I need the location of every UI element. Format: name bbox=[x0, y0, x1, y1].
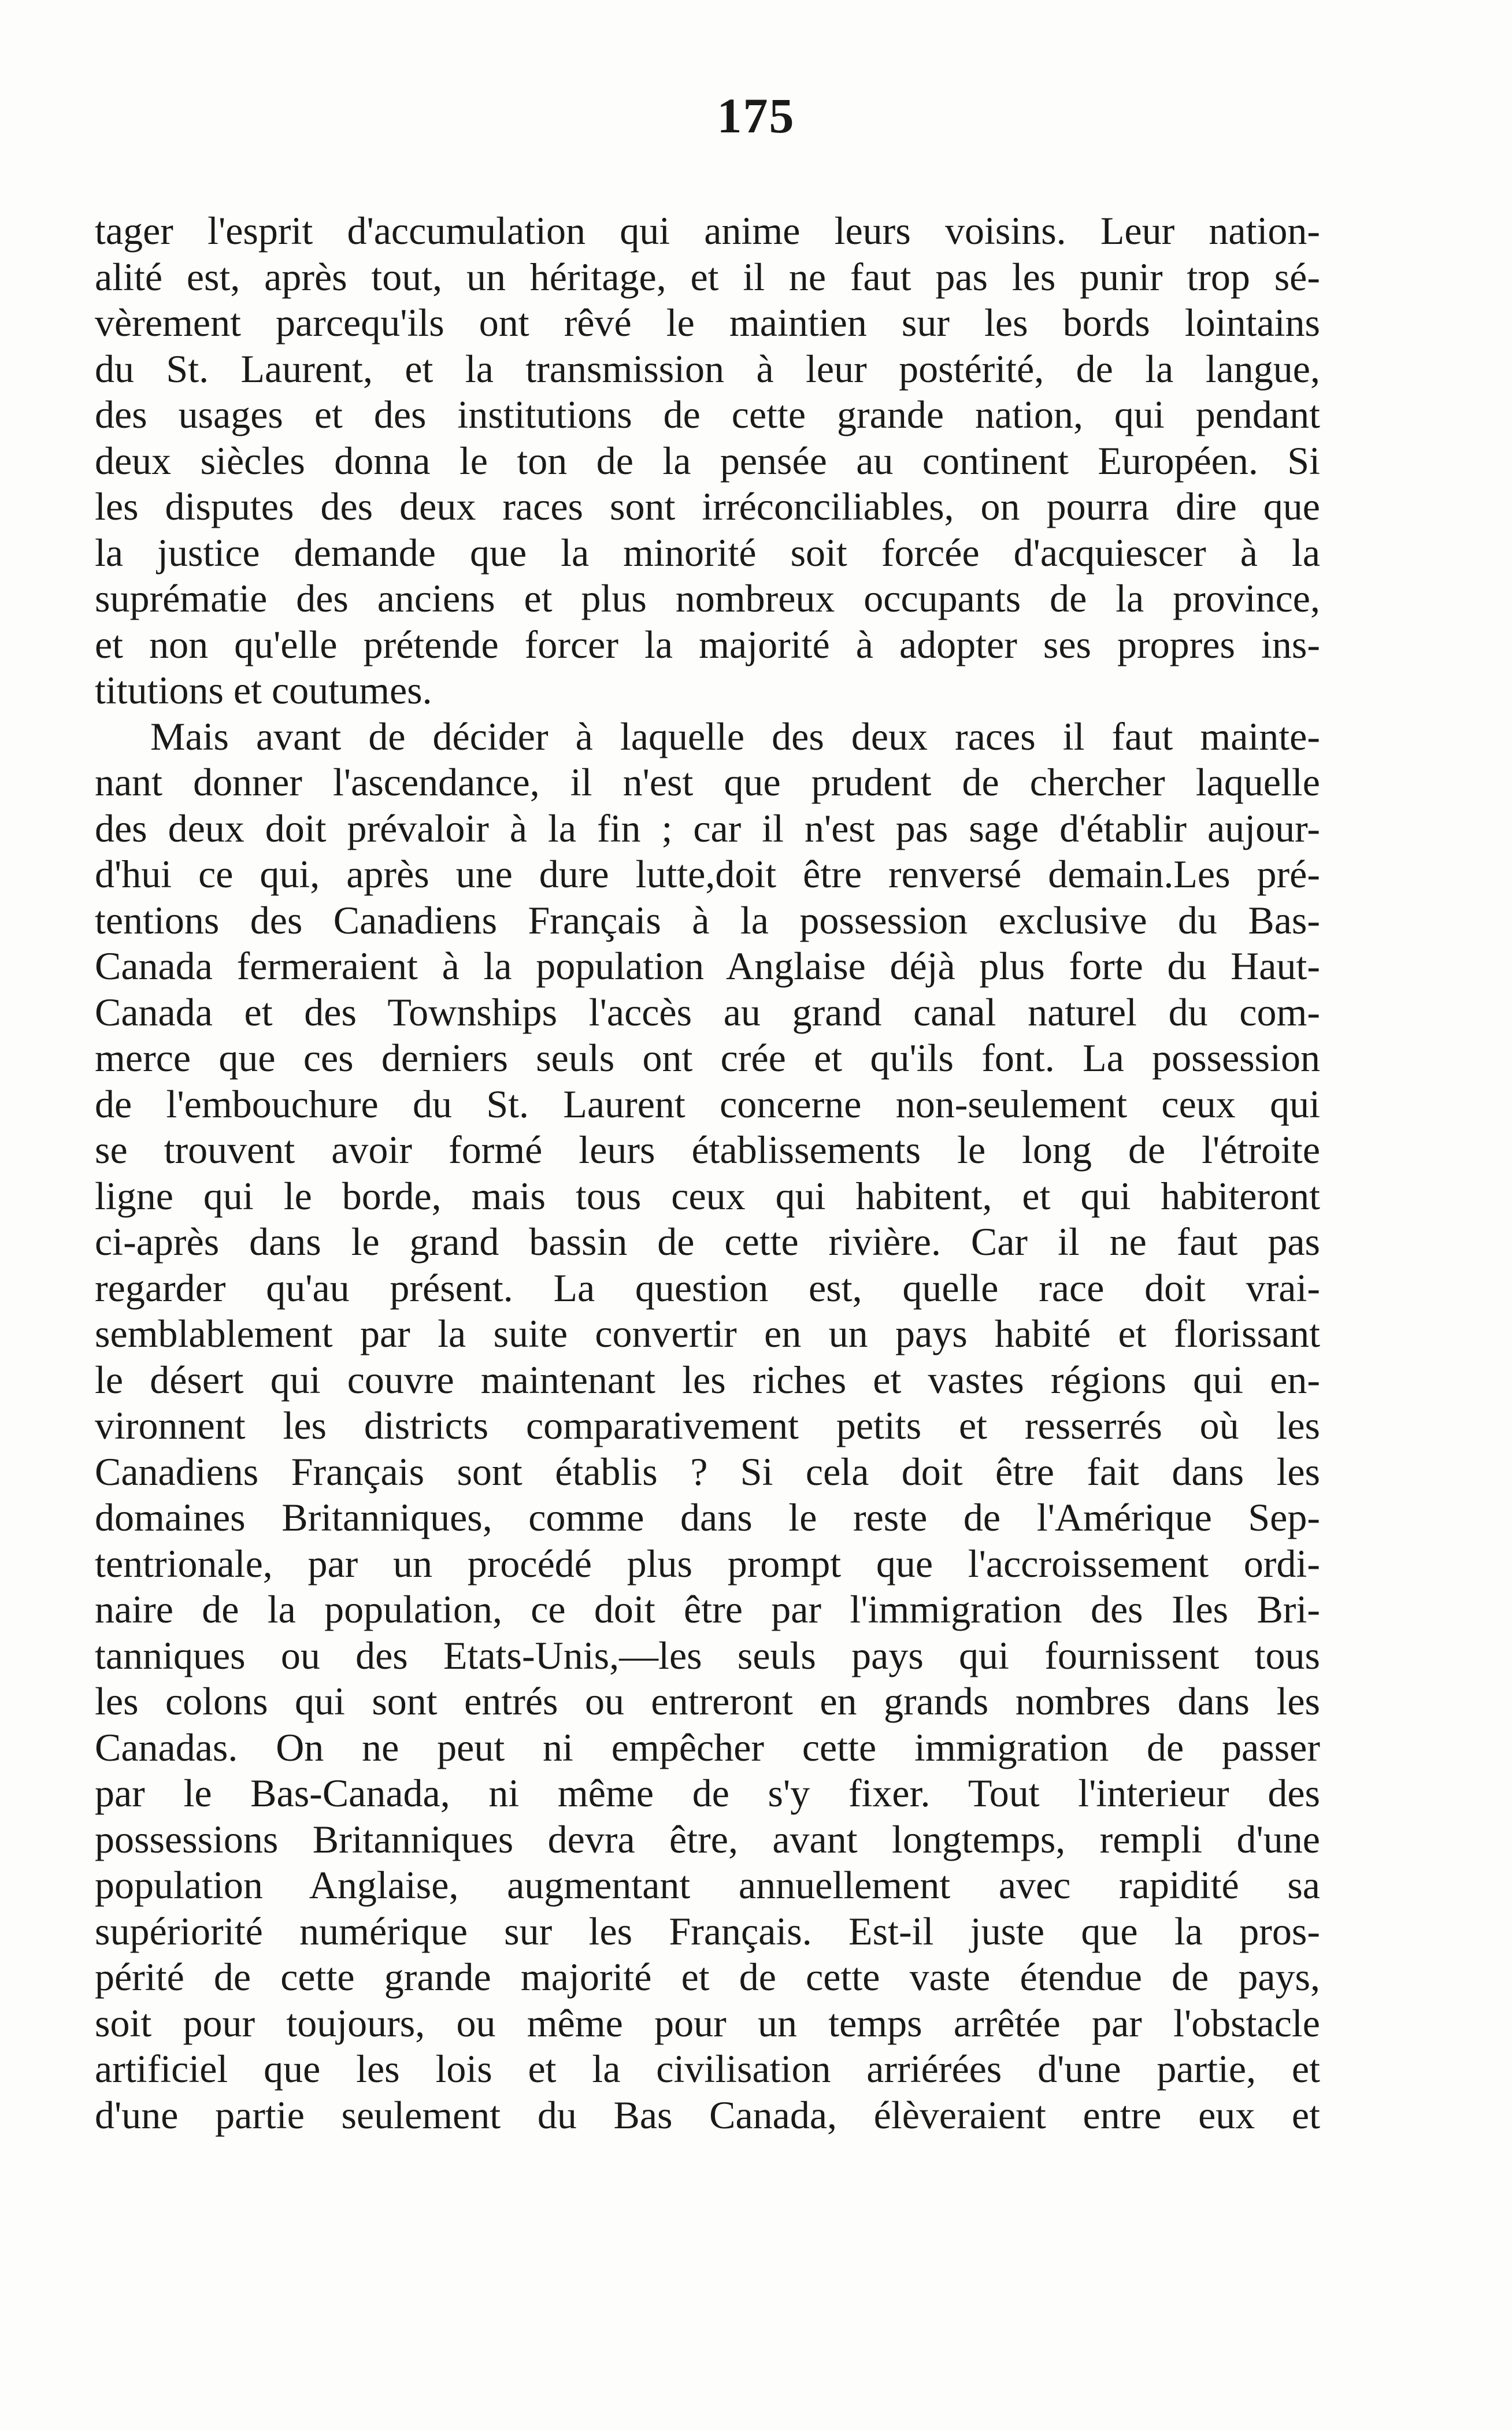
text-line: artificiel que les lois et la civilisation arriérées d'une partie, et bbox=[95, 2047, 1320, 2091]
text-line: le désert qui couvre maintenant les riches et vastes régions qui en- bbox=[95, 1357, 1320, 1402]
text-line: Canada et des Townships l'accès au grand canal naturel du com- bbox=[95, 990, 1320, 1034]
text-line: du St. Laurent, et la transmission à leur postérité, de la langue, bbox=[95, 346, 1320, 391]
text-line: des deux doit prévaloir à la fin ; car il n'est pas sage d'établir aujour- bbox=[95, 806, 1320, 850]
text-line: tager l'esprit d'accumulation qui anime leurs voisins. Leur nation- bbox=[95, 209, 1320, 253]
text-line-paragraph-end: titutions et coutumes. bbox=[95, 668, 432, 712]
text-line: se trouvent avoir formé leurs établissements le long de l'étroite bbox=[95, 1128, 1320, 1172]
text-line: Canada fermeraient à la population Anglaise déjà plus forte du Haut- bbox=[95, 944, 1320, 988]
text-line: des usages et des institutions de cette grande nation, qui pendant bbox=[95, 392, 1320, 436]
body-text bbox=[95, 208, 1320, 2138]
text-line: les disputes des deux races sont irréconciliables, on pourra dire que bbox=[95, 484, 1320, 528]
text-line: Canadiens Français sont établis ? Si cela doit être fait dans les bbox=[95, 1449, 1320, 1494]
text-line: les colons qui sont entrés ou entreront en grands nombres dans les bbox=[95, 1679, 1320, 1723]
text-line: de l'embouchure du St. Laurent concerne non-seulement ceux qui bbox=[95, 1081, 1320, 1126]
text-line: vèrement parcequ'ils ont rêvé le maintien sur les bords lointains bbox=[95, 301, 1320, 345]
text-line: population Anglaise, augmentant annuellement avec rapidité sa bbox=[95, 1863, 1320, 1907]
text-line: périté de cette grande majorité et de cette vaste étendue de pays, bbox=[95, 1955, 1320, 1999]
text-line: deux siècles donna le ton de la pensée au continent Européen. Si bbox=[95, 438, 1320, 483]
text-line: d'une partie seulement du Bas Canada, élèveraient entre eux et bbox=[95, 2092, 1320, 2137]
text-line: alité est, après tout, un héritage, et il ne faut pas les punir trop sé- bbox=[95, 254, 1320, 299]
text-line: naire de la population, ce doit être par l'immigration des Iles Bri- bbox=[95, 1587, 1320, 1631]
text-line-paragraph-start: Mais avant de décider à laquelle des deux races il faut mainte- bbox=[150, 714, 1320, 758]
text-line: tentrionale, par un procédé plus prompt que l'accroissement ordi- bbox=[95, 1541, 1320, 1586]
text-line: tanniques ou des Etats-Unis,—les seuls pays qui fournissent tous bbox=[95, 1633, 1320, 1677]
text-line: tentions des Canadiens Français à la possession exclusive du Bas- bbox=[95, 898, 1320, 942]
text-line: Canadas. On ne peut ni empêcher cette immigration de passer bbox=[95, 1725, 1320, 1769]
text-line: merce que ces derniers seuls ont crée et qu'ils font. La possession bbox=[95, 1036, 1320, 1080]
text-line: ligne qui le borde, mais tous ceux qui habitent, et qui habiteront bbox=[95, 1173, 1320, 1218]
text-line: vironnent les districts comparativement petits et resserrés où les bbox=[95, 1403, 1320, 1447]
text-line: semblablement par la suite convertir en un pays habité et florissant bbox=[95, 1312, 1320, 1355]
text-line: ci-après dans le grand bassin de cette rivière. Car il ne faut pas bbox=[95, 1220, 1320, 1264]
text-line: la justice demande que la minorité soit forcée d'acquiescer à la bbox=[95, 530, 1320, 575]
text-line: par le Bas-Canada, ni même de s'y fixer. Tout l'interieur des bbox=[95, 1771, 1320, 1815]
text-line: possessions Britanniques devra être, avant longtemps, rempli d'une bbox=[95, 1817, 1320, 1861]
text-line: soit pour toujours, ou même pour un temps arrêtée par l'obstacle bbox=[95, 2001, 1320, 2045]
text-line: regarder qu'au présent. La question est, quelle race doit vrai- bbox=[95, 1265, 1320, 1310]
text-line: nant donner l'ascendance, il n'est que prudent de chercher laquelle bbox=[95, 760, 1320, 804]
text-line: domaines Britanniques, comme dans le reste de l'Amérique Sep- bbox=[95, 1495, 1320, 1539]
text-line: suprématie des anciens et plus nombreux occupants de la province, bbox=[95, 576, 1320, 620]
text-line: d'hui ce qui, après une dure lutte,doit être renversé demain.Les pré- bbox=[95, 852, 1320, 896]
text-line: supériorité numérique sur les Français. Est-il juste que la pros- bbox=[95, 1909, 1320, 1953]
text-line: et non qu'elle prétende forcer la majorité à adopter ses propres ins- bbox=[95, 622, 1320, 666]
page-number: 175 bbox=[717, 88, 795, 143]
